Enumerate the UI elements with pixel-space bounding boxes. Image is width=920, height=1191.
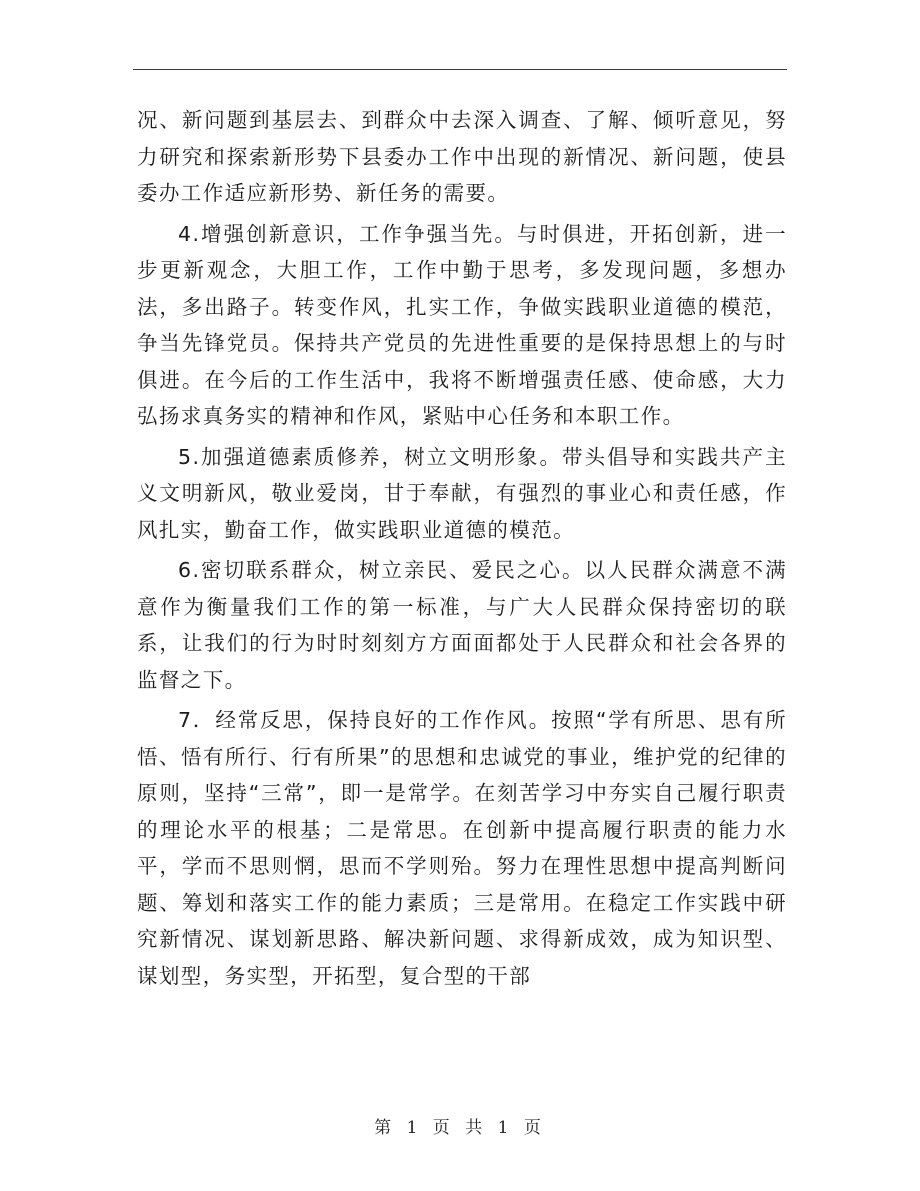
paragraph-item-7: 7．经常反思，保持良好的工作作风。按照“学有所思、思有所悟、悟有所行、行有所果”的思想和忠诚党的事业，维护党的纪律的原则，坚持“三常”，即一是常学。在刻苦学习中夯实自己履行职责的理论水平的根基；二是常思。在创新中提高履行职责的能力水平，学而不思则惘，思而不学则殆。努力在理性思想中提高判断问题、筹划和落实工作的能力素质；三是常用。在稳定工作实践中研究新情况、谋划新思路、解决新问题、求得新成效，成为知识型、谋划型，务实型，开拓型，复合型的干部 — [137, 708, 787, 988]
paragraph-continuation: 况、新问题到基层去、到群众中去深入调查、了解、倾听意见，努力研究和探索新形势下县委办工作中出现的新情况、新问题，使县委办工作适应新形势、新任务的需要。 — [137, 108, 787, 205]
header-rule — [133, 69, 787, 70]
paragraph-item-4: 4.增强创新意识，工作争强当先。与时俱进，开拓创新，进一步更新观念，大胆工作，工作中勤于思考，多发现问题，多想办法，多出路子。转变作风，扎实工作，争做实践职业道德的模范，争当先锋党员。保持共产党员的先进性重要的是保持思想上的与时俱进。在今后的工作生活中，我将不断增强责任感、使命感，大力弘扬求真务实的精神和作风，紧贴中心任务和本职工作。 — [137, 221, 787, 428]
page-number-footer: 第 1 页 共 1 页 — [374, 1118, 546, 1138]
paragraph-item-5: 5.加强道德素质修养，树立文明形象。带头倡导和实践共产主义文明新风，敬业爱岗，甘于奉献，有强烈的事业心和责任感，作风扎实，勤奋工作，做实践职业道德的模范。 — [137, 444, 787, 542]
paragraph-item-6: 6.密切联系群众，树立亲民、爱民之心。以人民群众满意不满意作为衡量我们工作的第一标准，与广大人民群众保持密切的联系，让我们的行为时时刻刻方方面面都处于人民群众和社会各界的监督之下。 — [137, 558, 787, 692]
document-body — [137, 102, 787, 994]
